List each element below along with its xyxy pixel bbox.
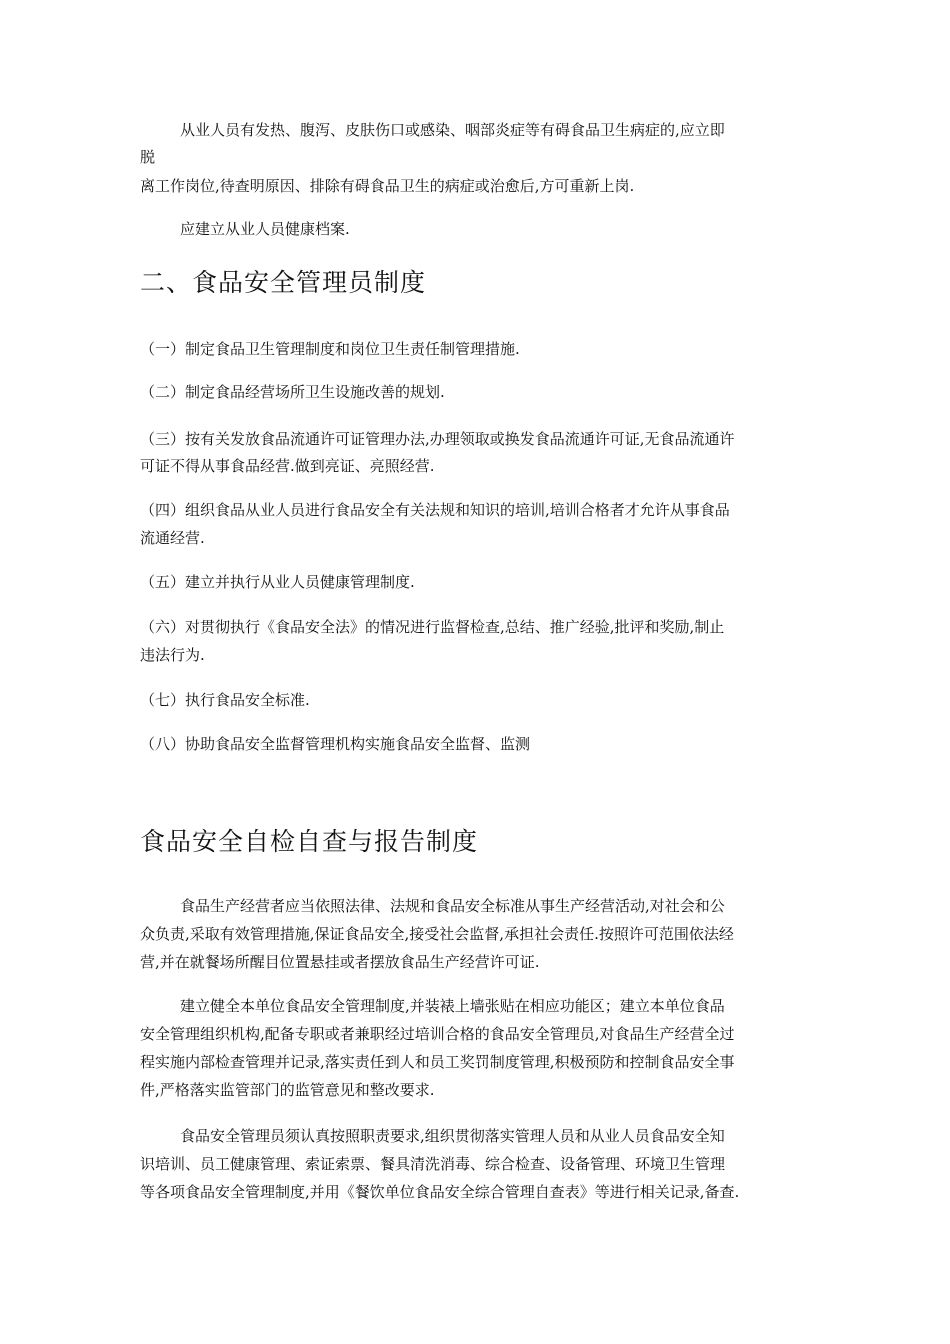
list-item-continuation: 流通经营. xyxy=(140,529,205,547)
paragraph-line: 件,严格落实监管部门的监管意见和整改要求. xyxy=(140,1081,435,1099)
list-item-continuation: 可证不得从事食品经营.做到亮证、亮照经营. xyxy=(140,457,435,475)
paragraph-line: 营,并在就餐场所醒目位置悬挂或者摆放食品生产经营许可证. xyxy=(140,953,540,971)
paragraph-line: 程实施内部检查管理并记录,落实责任到人和员工奖罚制度管理,积极预防和控制食品安全事 xyxy=(140,1053,735,1071)
list-item: （八）协助食品安全监督管理机构实施食品安全监督、监测 xyxy=(140,735,531,753)
list-item: （一）制定食品卫生管理制度和岗位卫生责任制管理措施. xyxy=(140,340,520,358)
intro-paragraph-line: 从业人员有发热、腹泻、皮肤伤口或感染、咽部炎症等有碍食品卫生病症的,应立即 xyxy=(180,121,725,139)
paragraph-line: 等各项食品安全管理制度,并用《餐饮单位食品安全综合管理自查表》等进行相关记录,备查. xyxy=(140,1183,740,1201)
intro-paragraph-line: 脱 xyxy=(140,148,156,166)
list-item: （四）组织食品从业人员进行食品安全有关法规和知识的培训,培训合格者才允许从事食品 xyxy=(140,501,730,519)
paragraph-line: 识培训、员工健康管理、索证索票、餐具清洗消毒、综合检查、设备管理、环境卫生管理 xyxy=(140,1155,726,1173)
paragraph-line: 食品生产经营者应当依照法律、法规和食品安全标准从事生产经营活动,对社会和公 xyxy=(180,897,725,915)
list-item: （五）建立并执行从业人员健康管理制度. xyxy=(140,573,415,591)
list-item: （六）对贯彻执行《食品安全法》的情况进行监督检查,总结、推广经验,批评和奖励,制止 xyxy=(140,618,725,636)
paragraph-line: 食品安全管理员须认真按照职责要求,组织贯彻落实管理人员和从业人员食品安全知 xyxy=(180,1127,725,1145)
list-item: （二）制定食品经营场所卫生设施改善的规划. xyxy=(140,383,445,401)
intro-paragraph-line: 离工作岗位,待查明原因、排除有碍食品卫生的病症或治愈后,方可重新上岗. xyxy=(140,177,635,195)
list-item: （三）按有关发放食品流通许可证管理办法,办理领取或换发食品流通许可证,无食品流通许 xyxy=(140,430,735,448)
section-heading-safety-officer: 二、食品安全管理员制度 xyxy=(140,268,427,297)
paragraph-line: 安全管理组织机构,配备专职或者兼职经过培训合格的食品安全管理员,对食品生产经营全过 xyxy=(140,1025,735,1043)
intro-paragraph-health-records: 应建立从业人员健康档案. xyxy=(180,220,350,238)
list-item: （七）执行食品安全标准. xyxy=(140,691,310,709)
section-heading-self-inspection: 食品安全自检自查与报告制度 xyxy=(140,827,479,856)
paragraph-line: 众负责,采取有效管理措施,保证食品安全,接受社会监督,承担社会责任.按照许可范围依法经 xyxy=(140,925,734,943)
paragraph-line: 建立健全本单位食品安全管理制度,并装裱上墙张贴在相应功能区；建立本单位食品 xyxy=(180,997,725,1015)
list-item-continuation: 违法行为. xyxy=(140,646,205,664)
